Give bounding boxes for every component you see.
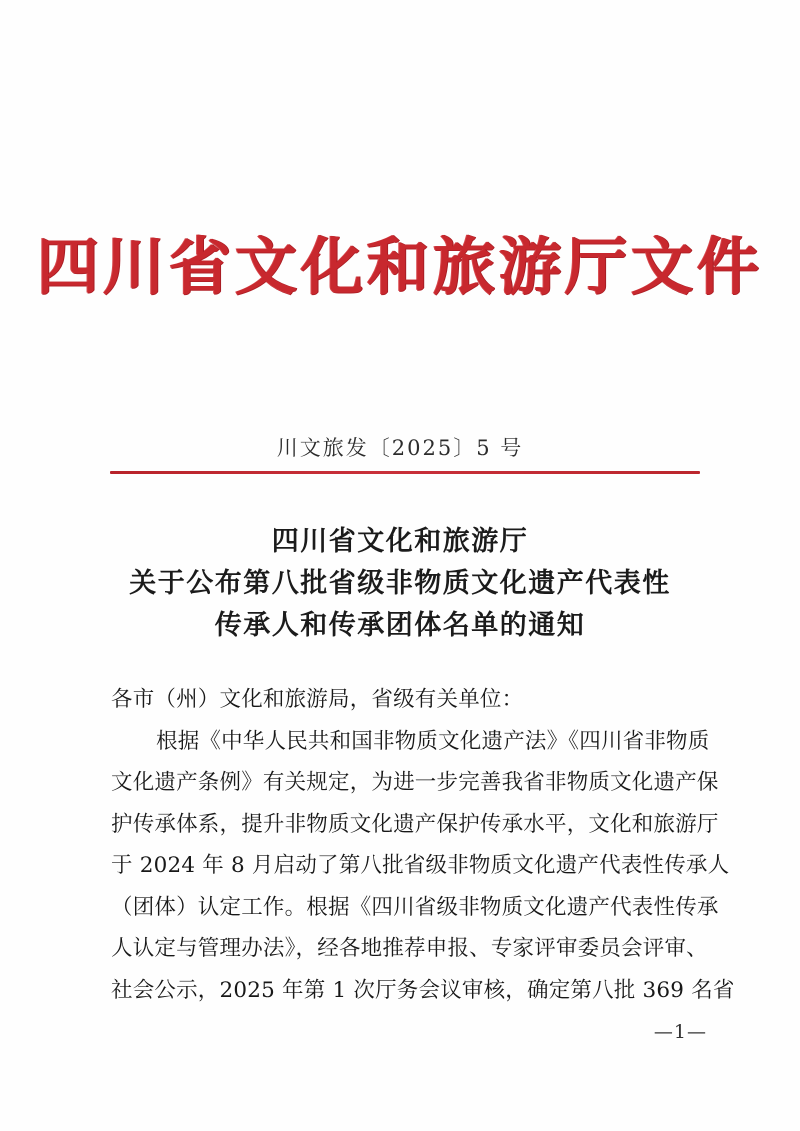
headline-line-3: 传承人和传承团体名单的通知 [214, 610, 586, 641]
headline-line-1: 四川省文化和旅游厅 [271, 526, 529, 557]
body-line-5: （团体）认定工作。根据《四川省级非物质文化遗产代表性传承 [111, 894, 719, 920]
salutation: 各市（州）文化和旅游局，省级有关单位： [111, 687, 524, 712]
red-separator-rule [110, 471, 700, 474]
document-serial-number: 川文旅发〔2025〕5 号 [276, 436, 524, 460]
document-body [111, 679, 735, 1011]
body-line-4: 于 2024 年 8 月启动了第八批省级非物质文化遗产代表性传承人 [111, 853, 730, 878]
masthead-title: 四川省文化和旅游厅文件 [36, 230, 763, 303]
body-line-2: 文化遗产条例》有关规定，为进一步完善我省非物质文化遗产保 [111, 770, 719, 795]
body-line-3: 护传承体系，提升非物质文化遗产保护传承水平，文化和旅游厅 [111, 811, 719, 837]
body-line-7: 社会公示，2025 年第 1 次厅务会议审核，确定第八批 369 名省 [111, 977, 735, 1003]
document-headline [0, 521, 800, 647]
body-line-1: 根据《中华人民共和国非物质文化遗产法》《四川省非物质 [156, 728, 710, 754]
page-number: —1— [653, 1021, 707, 1043]
headline-line-2: 关于公布第八批省级非物质文化遗产代表性 [129, 568, 671, 599]
body-line-6: 人认定与管理办法》，经各地推荐申报、专家评审委员会评审、 [111, 936, 708, 961]
masthead [0, 230, 800, 303]
